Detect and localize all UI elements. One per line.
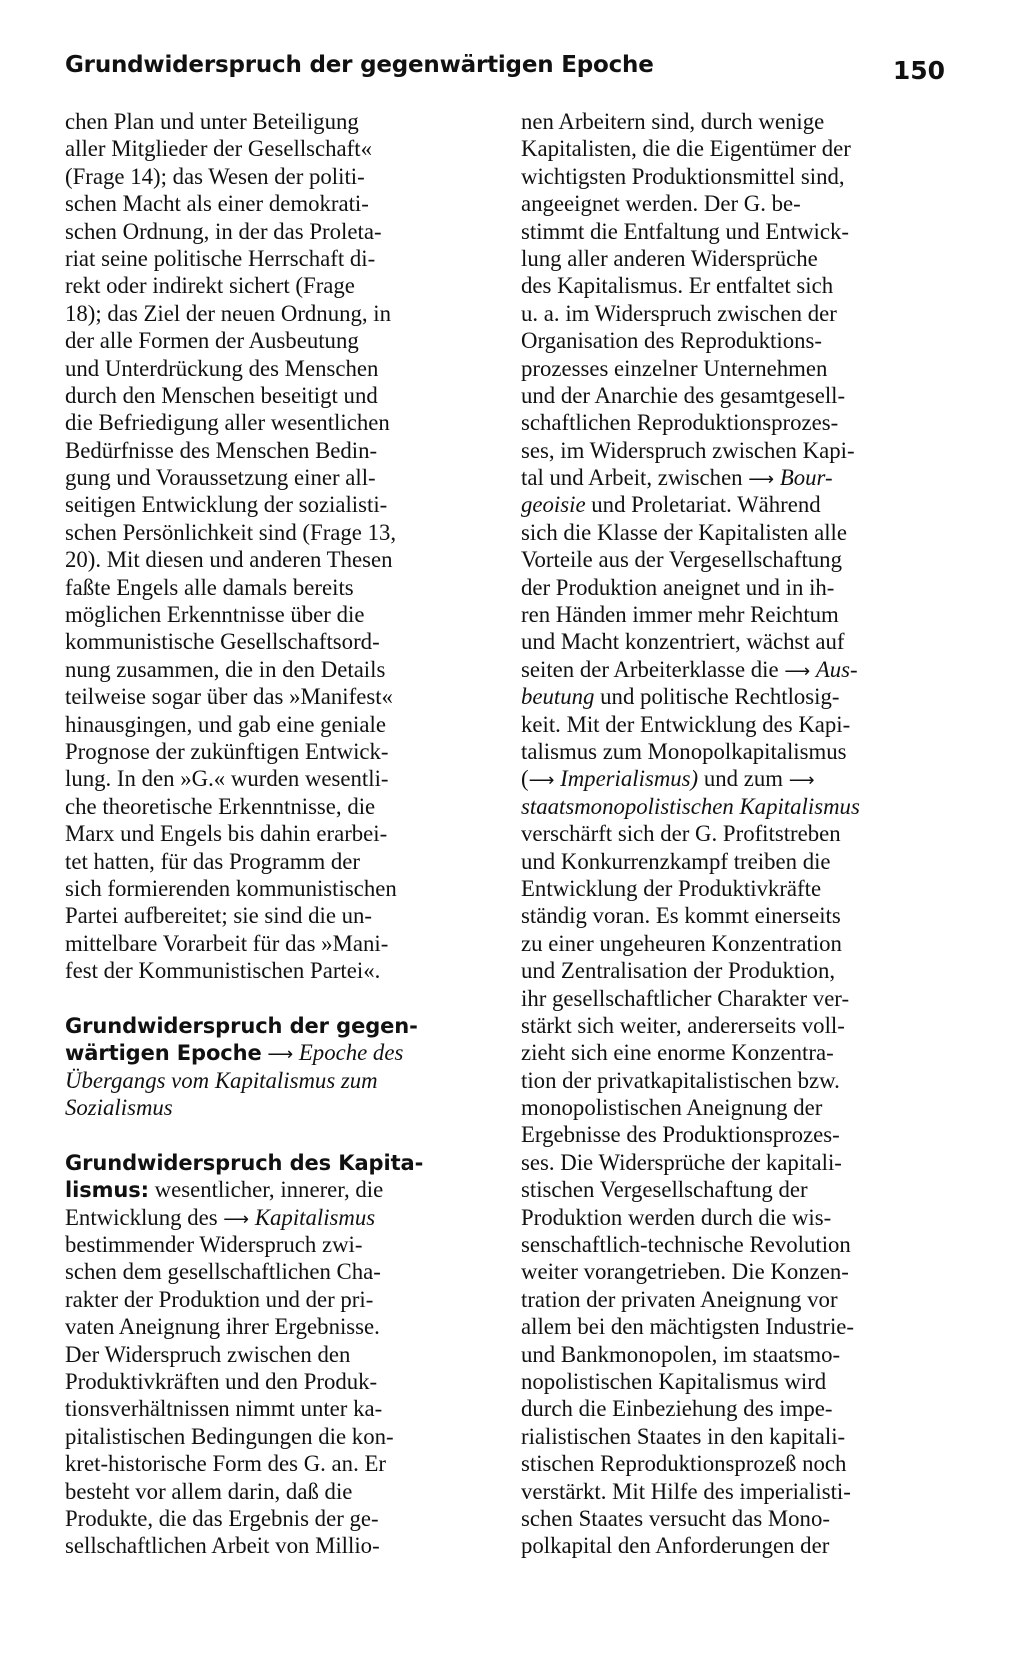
text-line xyxy=(521,491,939,518)
text-line: zieht sich eine enorme Konzentra- xyxy=(521,1040,834,1066)
text-line: keit. Mit der Entwicklung des Kapi- xyxy=(521,711,851,737)
entry-line xyxy=(65,1176,483,1203)
text-line: Bedürfnisse des Menschen Bedin- xyxy=(65,437,378,463)
text-line: teilweise sogar über das »Manifest« xyxy=(65,684,393,710)
text-line: tet hatten, für das Programm der xyxy=(65,848,361,874)
entry-line xyxy=(65,1149,483,1176)
text-line: sellschaftlichen Arbeit von Millio- xyxy=(65,1533,380,1559)
cross-reference-link[interactable]: geoisie xyxy=(521,492,586,518)
text-line xyxy=(521,464,939,491)
text-line: schen Persönlichkeit sind (Frage 13, xyxy=(65,519,397,545)
text-line: rekt oder indirekt sichert (Frage xyxy=(65,273,355,299)
text-line: monopolistischen Aneignung der xyxy=(521,1095,823,1121)
text-line: und Konkurrenzkampf treiben die xyxy=(521,848,831,874)
entry-text: Entwicklung des xyxy=(65,1204,218,1230)
text-line: verstärkt. Mit Hilfe des imperialisti- xyxy=(521,1478,851,1504)
text-line: senschaftlich-technische Revolution xyxy=(521,1232,851,1258)
text-line: chen Plan und unter Beteiligung xyxy=(65,109,359,134)
text-block xyxy=(521,519,939,656)
text: seiten der Arbeiterklasse die xyxy=(521,656,779,682)
text-line xyxy=(521,765,939,792)
text-line: stärkt sich weiter, andererseits voll- xyxy=(521,1012,845,1038)
text-line: besteht vor allem darin, daß die xyxy=(65,1478,353,1504)
text-line: nen Arbeitern sind, durch wenige xyxy=(521,109,825,134)
text-line: tration der privaten Aneignung vor xyxy=(521,1286,838,1312)
entry-keyword: Grundwiderspruch des Kapita- xyxy=(65,1150,424,1175)
text-line: nopolistischen Kapitalismus wird xyxy=(521,1368,827,1394)
entry-body xyxy=(65,1231,483,1560)
text: tal und Arbeit, zwischen xyxy=(521,465,743,491)
entry-grundwiderspruch-epoche xyxy=(65,1012,483,1122)
cross-reference-arrow-icon: ⟶ xyxy=(748,469,775,491)
text-line: des Kapitalismus. Er entfaltet sich xyxy=(521,273,834,299)
text-line: Ergebnisse des Produktionsprozes- xyxy=(521,1122,840,1148)
text-line: vaten Aneignung ihrer Ergebnisse. xyxy=(65,1314,380,1340)
cross-reference-arrow-icon: ⟶ xyxy=(528,770,555,792)
text-line: die Befriedigung aller wesentlichen xyxy=(65,410,390,436)
continued-paragraph xyxy=(65,108,483,985)
text-line: stimmt die Entfaltung und Entwick- xyxy=(521,218,849,244)
cross-reference-arrow-icon: ⟶ xyxy=(267,1044,294,1066)
text-line: schaftlichen Reproduktionsprozes- xyxy=(521,410,839,436)
text-line: hinausgingen, und gab eine geniale xyxy=(65,711,386,737)
text-line: aller Mitglieder der Gesellschaft« xyxy=(65,136,373,162)
spacer xyxy=(65,1121,483,1148)
text-line: sich formierenden kommunistischen xyxy=(65,875,397,901)
text-line: und Bankmonopolen, im staatsmo- xyxy=(521,1341,841,1367)
text-line: und der Anarchie des gesamtgesell- xyxy=(521,382,846,408)
text-line: Organisation des Reproduktions- xyxy=(521,328,822,354)
text: ( xyxy=(521,766,529,792)
text-block xyxy=(521,820,939,1560)
text-line: stischen Vergesellschaftung der xyxy=(521,1177,808,1203)
entry-text: wesentlicher, innerer, die xyxy=(154,1177,384,1203)
text-line: u. a. im Widerspruch zwischen der xyxy=(521,300,837,326)
cross-reference-link[interactable]: Imperialismus) xyxy=(560,766,699,792)
entry-line xyxy=(65,1067,483,1094)
text-line xyxy=(521,683,939,710)
cross-reference-link[interactable]: Epoche des xyxy=(298,1040,404,1066)
text-line: weiter vorangetrieben. Die Konzen- xyxy=(521,1259,849,1285)
text-line: che theoretische Erkenntnisse, die xyxy=(65,793,376,819)
cross-reference-link[interactable]: Aus- xyxy=(815,656,858,682)
left-column xyxy=(65,108,483,1560)
cross-reference-link[interactable]: Sozialismus xyxy=(65,1095,173,1121)
text-line: der Produktion aneignet und in ih- xyxy=(521,574,835,600)
text-line: bestimmender Widerspruch zwi- xyxy=(65,1232,363,1258)
right-column xyxy=(521,108,939,1560)
text-line: Prognose der zukünftigen Entwick- xyxy=(65,738,389,764)
entry-line xyxy=(65,1204,483,1231)
text-line: durch den Menschen beseitigt und xyxy=(65,382,378,408)
text-line: schen Staates versucht das Mono- xyxy=(521,1505,830,1531)
text-line: schen Ordnung, in der das Proleta- xyxy=(65,218,382,244)
entry-line xyxy=(65,1012,483,1039)
entry-keyword: lismus: xyxy=(65,1178,149,1203)
text-line: rialistischen Staates in den kapitali- xyxy=(521,1423,846,1449)
text-line: durch die Einbeziehung des impe- xyxy=(521,1396,833,1422)
cross-reference-link[interactable]: Kapitalismus xyxy=(254,1204,376,1230)
text-line: talismus zum Monopolkapitalismus xyxy=(521,738,847,764)
text-line: zu einer ungeheuren Konzentration xyxy=(521,930,842,956)
text-line xyxy=(521,793,939,820)
text-line: gung und Voraussetzung einer all- xyxy=(65,465,376,491)
text-line: Vorteile aus der Vergesellschaftung xyxy=(521,547,842,573)
text-line: Produktivkräften und den Produk- xyxy=(65,1368,378,1394)
text-line: Kapitalisten, die die Eigentümer der xyxy=(521,136,851,162)
text-line: schen dem gesellschaftlichen Cha- xyxy=(65,1259,381,1285)
text-line: kommunistische Gesellschaftsord- xyxy=(65,629,380,655)
text-line: seitigen Entwicklung der sozialisti- xyxy=(65,492,388,518)
text-line: ses. Die Widersprüche der kapitali- xyxy=(521,1149,842,1175)
text-line: mittelbare Vorarbeit für das »Mani- xyxy=(65,930,389,956)
text-line: pitalistischen Bedingungen die kon- xyxy=(65,1423,394,1449)
text-line: angeeignet werden. Der G. be- xyxy=(521,191,801,217)
text-line: der alle Formen der Ausbeutung xyxy=(65,328,359,354)
text-line: ständig voran. Es kommt einerseits xyxy=(521,903,841,929)
cross-reference-link[interactable]: Bour- xyxy=(779,465,833,491)
text-line: wichtigsten Produktionsmittel sind, xyxy=(521,163,845,189)
entry-keyword: Grundwiderspruch der gegen- xyxy=(65,1013,418,1038)
text-line: allem bei den mächtigsten Industrie- xyxy=(521,1314,854,1340)
cross-reference-link[interactable]: beutung xyxy=(521,684,595,710)
text-line: und Zentralisation der Produktion, xyxy=(521,958,836,984)
text-line: Entwicklung der Produktivkräfte xyxy=(521,875,822,901)
text-line: riat seine politische Herrschaft di- xyxy=(65,245,376,271)
text-line: tionsverhältnissen nimmt unter ka- xyxy=(65,1396,383,1422)
text-line: 18); das Ziel der neuen Ordnung, in xyxy=(65,300,392,326)
cross-reference-arrow-icon: ⟶ xyxy=(788,770,815,792)
cross-reference-arrow-icon: ⟶ xyxy=(223,1208,250,1230)
cross-reference-link[interactable]: staatsmonopolistischen Kapitalismus xyxy=(521,793,860,819)
text-line: fest der Kommunistischen Partei«. xyxy=(65,958,381,984)
text-line: tion der privatkapitalistischen bzw. xyxy=(521,1067,840,1093)
text-line: kret-historische Form des G. an. Er xyxy=(65,1451,386,1477)
text-line: ihr gesellschaftlicher Charakter ver- xyxy=(521,985,850,1011)
cross-reference-arrow-icon: ⟶ xyxy=(784,660,811,682)
text-line: ren Händen immer mehr Reichtum xyxy=(521,602,839,628)
text-line: nung zusammen, die in den Details xyxy=(65,656,386,682)
page-number: 150 xyxy=(892,56,945,85)
text-block xyxy=(521,108,939,464)
text-line: stischen Reproduktionsprozeß noch xyxy=(521,1451,847,1477)
text: und zum xyxy=(703,766,784,792)
text-line: lung. In den »G.« wurden wesentli- xyxy=(65,766,389,792)
text-line: möglichen Erkenntnisse über die xyxy=(65,602,365,628)
text-block xyxy=(521,711,939,766)
running-title: Grundwiderspruch der gegenwärtigen Epoche xyxy=(65,52,654,78)
text-line: 20). Mit diesen und anderen Thesen xyxy=(65,547,393,573)
text-line: Der Widerspruch zwischen den xyxy=(65,1341,351,1367)
text-line: Partei aufbereitet; sie sind die un- xyxy=(65,903,373,929)
text-line: sich die Klasse der Kapitalisten alle xyxy=(521,519,848,545)
running-head xyxy=(65,52,945,92)
text-line: prozesses einzelner Unternehmen xyxy=(521,355,828,381)
text-line: lung aller anderen Widersprüche xyxy=(521,245,818,271)
text: und politische Rechtlosig- xyxy=(600,684,840,710)
text-line: rakter der Produktion und der pri- xyxy=(65,1286,374,1312)
entry-grundwiderspruch-kapitalismus xyxy=(65,1149,483,1560)
cross-reference-link[interactable]: Übergangs vom Kapitalismus zum xyxy=(65,1067,378,1093)
spacer xyxy=(65,985,483,1012)
text-line xyxy=(521,656,939,683)
text-line: verschärft sich der G. Profitstreben xyxy=(521,821,841,847)
text-line: faßte Engels alle damals bereits xyxy=(65,574,354,600)
text-line: Produktion werden durch die wis- xyxy=(521,1204,832,1230)
text-line: Produkte, die das Ergebnis der ge- xyxy=(65,1505,379,1531)
text-line: und Macht konzentriert, wächst auf xyxy=(521,629,845,655)
entry-line xyxy=(65,1039,483,1066)
text-line: Marx und Engels bis dahin erarbei- xyxy=(65,821,388,847)
text-line: polkapital den Anforderungen der xyxy=(521,1533,830,1559)
text-line: schen Macht als einer demokrati- xyxy=(65,191,369,217)
entry-line xyxy=(65,1094,483,1121)
text-line: und Unterdrückung des Menschen xyxy=(65,355,379,381)
entry-keyword: wärtigen Epoche xyxy=(65,1041,262,1066)
text-line: ses, im Widerspruch zwischen Kapi- xyxy=(521,437,855,463)
text-line: (Frage 14); das Wesen der politi- xyxy=(65,163,365,189)
text: und Proletariat. Während xyxy=(591,492,821,518)
